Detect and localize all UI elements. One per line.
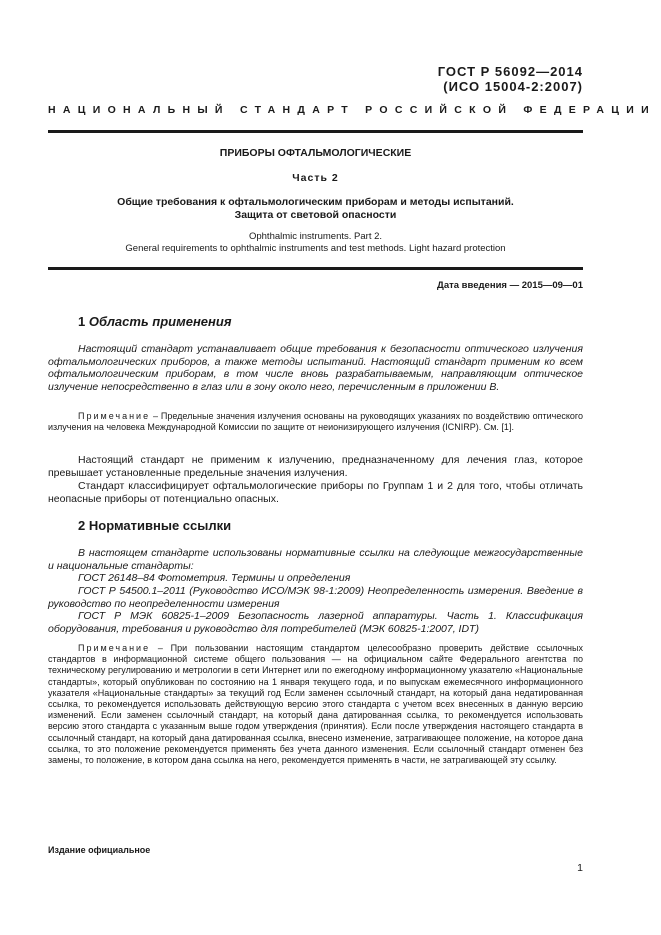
subtitle-line-2: Защита от световой опасности [234, 209, 397, 221]
section-1-heading [78, 314, 232, 329]
section-1-note [48, 411, 583, 433]
references-intro: В настоящем стандарте использованы нормативные ссылки на следующие межгосударственные и национальные стандарты: [48, 547, 583, 572]
edition-label: Издание официальное [48, 845, 151, 855]
section-1-paragraph-2: Настоящий стандарт не применим к излучению, предназначенному для лечения глаз, которое превышает установленные предельные значения излучения. [48, 454, 583, 479]
section-1-paragraph-3: Стандарт классифицирует офтальмологические приборы по Группам 1 и 2 для того, чтобы отличать неопасные приборы от потенциально опасных. [48, 480, 583, 505]
reference-1: ГОСТ 26148–84 Фотометрия. Термины и определения [78, 572, 351, 584]
section-2-title: Нормативные ссылки [88, 518, 232, 533]
gost-number: ГОСТ Р 56092—2014 [437, 64, 583, 79]
national-standard-banner: НАЦИОНАЛЬНЫЙ СТАНДАРТ РОССИЙСКОЙ ФЕДЕРАЦИИ [48, 104, 656, 116]
reference-3: ГОСТ Р МЭК 60825-1–2009 Безопасность лазерной аппаратуры. Часть 1. Классификация оборудования, требования и руководство для потребителей (МЭК 60825-1:2007, IDT) [48, 610, 583, 635]
note-label: Примечание [78, 411, 151, 421]
page-number: 1 [577, 862, 583, 874]
section-1-title: Область применения [88, 314, 232, 329]
document-subtitle [48, 196, 583, 222]
english-title-line-2: General requirements to ophthalmic instruments and test methods. Light hazard protection [125, 243, 506, 254]
note-text: – Предельные значения излучения основаны на руководящих указаниях по воздействию оптического излучения на человека Международной Комиссии по защите от неионизирующего излучения (ICNIRP). См. [1]. [48, 411, 583, 433]
note-text: – При пользовании настоящим стандартом целесообразно проверить действие ссылочных стандартов в информационной системе общего пользования — на официальном сайте Федерального агентства по техническому регулированию и метрологии в сети Интернет или по ежегодному информационному указателю «Национальные стандарты», который опубликован по состоянию на 1 января текущего года, и по выпускам ежемесячного информационного указателя «Национальные стандарты» за текущий год Если заменен ссылочный стандарт, на который дана недатированная ссылка, то рекомендуется использовать действующую версию этого стандарта с учетом всех внесенных в данную версию изменений. Если заменен ссылочный стандарт, на который дана датированная ссылка, то рекомендуется использовать версию этого стандарта с указанным выше годом утверждения (принятия). Если после утверждения настоящего стандарта в ссылочный стандарт, на который дана датированная ссылка, внесено изменение, затрагивающее положение, на которое дана ссылка, то это положение рекомендуется применять без учета данного изменения. Если ссылочный стандарт отменен без замены, то положение, в котором дана ссылка на него, рекомендуется применять в части, не затрагивающей эту ссылку. [48, 643, 583, 766]
subtitle-line-1: Общие требования к офтальмологическим приборам и методы испытаний. [117, 196, 514, 208]
document-title: ПРИБОРЫ ОФТАЛЬМОЛОГИЧЕСКИЕ [219, 147, 412, 159]
iso-number: (ИСО 15004-2:2007) [443, 79, 583, 94]
section-2-heading [78, 518, 231, 533]
english-title [48, 231, 583, 255]
section-1-number: 1 [78, 314, 86, 329]
introduction-date: Дата введения — 2015—09—01 [437, 280, 583, 291]
top-divider [48, 130, 583, 133]
english-title-line-1: Ophthalmic instruments. Part 2. [248, 231, 383, 242]
reference-2: ГОСТ Р 54500.1–2011 (Руководство ИСО/МЭК 98-1:2009) Неопределенность измерения. Введение в руководство по неопределенности измерения [48, 585, 583, 610]
document-part: Часть 2 [292, 172, 339, 184]
section-2-note [48, 643, 583, 766]
section-1-paragraph-1: Настоящий стандарт устанавливает общие требования к безопасности оптического излучения офтальмологических приборов, а также методы испытаний. Настоящий стандарт применим ко всем офтальмологическим приборам, в том числе вновь разрабатываемым, направляющим оптическое излучение непосредственно в глаз или в зону около него, перечисленным в приложении В. [48, 343, 583, 393]
bottom-divider [48, 267, 583, 270]
note-label: Примечание [78, 643, 151, 653]
standard-designation [438, 64, 583, 94]
section-2-number: 2 [78, 518, 86, 533]
